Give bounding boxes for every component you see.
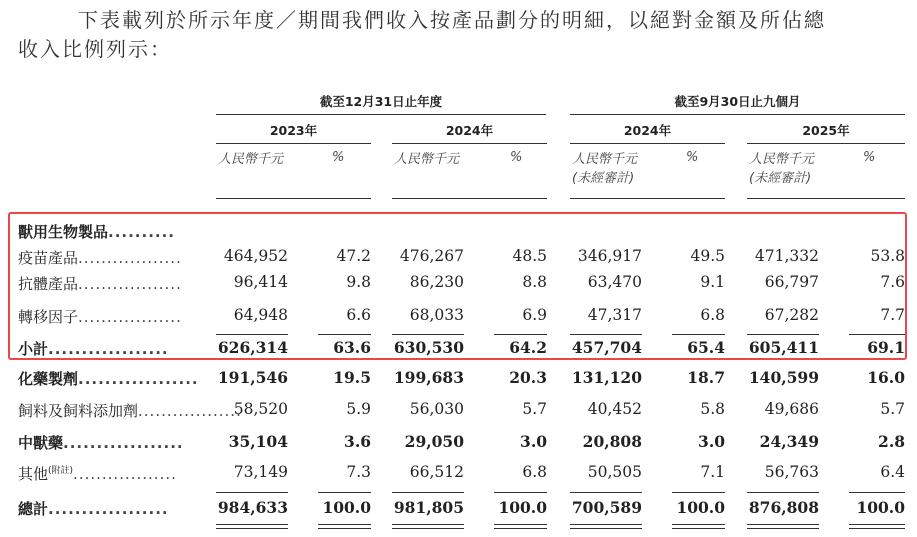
- table-cell: 100.0: [856, 498, 905, 517]
- pct-header: %: [863, 150, 876, 165]
- leader-dots: ..........: [108, 223, 175, 241]
- total-rule: [747, 492, 819, 493]
- subtotal-rule: [392, 334, 464, 335]
- subtotal-rule: [216, 334, 288, 335]
- total-rule: [494, 528, 547, 529]
- table-cell: 64.2: [509, 338, 547, 357]
- total-rule: [672, 528, 725, 529]
- total-rule: [216, 524, 288, 525]
- total-rule: [849, 528, 905, 529]
- unit-label: 人民幣千元: [218, 152, 284, 167]
- table-cell: 700,589: [571, 498, 642, 517]
- subtotal-rule: [570, 334, 642, 335]
- table-cell: 5.7: [522, 400, 547, 418]
- subtotal-rule: [494, 334, 547, 335]
- leader-dots: ..................: [138, 402, 242, 420]
- row-label: [18, 368, 198, 389]
- table-cell: 50,505: [587, 463, 642, 481]
- total-rule: [570, 528, 642, 529]
- table-cell: 100.0: [498, 498, 547, 517]
- section-title-text: 獸用生物製品: [18, 223, 109, 241]
- unit-header: [749, 150, 814, 188]
- leader-dots: ..................: [78, 275, 182, 293]
- table-cell: 63.6: [333, 338, 371, 357]
- total-rule: [570, 492, 642, 493]
- row-label-text: 抗體產品: [18, 275, 79, 293]
- table-cell: 49,686: [764, 400, 819, 418]
- unit-header: [394, 150, 459, 169]
- table-row: [0, 400, 917, 424]
- subtotal-rule: [849, 334, 905, 335]
- table-cell: 49.5: [690, 247, 725, 265]
- row-label-text: 飼料及飼料添加劑: [18, 402, 139, 420]
- table-cell: 58,520: [233, 400, 288, 418]
- table-cell: 35,104: [228, 432, 288, 451]
- rule: [570, 114, 905, 115]
- row-label-text: 其他: [18, 465, 49, 483]
- total-rule: [672, 492, 725, 493]
- table-cell: 96,414: [233, 273, 288, 291]
- leader-dots: ..................: [78, 249, 182, 267]
- unaudited-label: (未經審計): [572, 171, 635, 186]
- table-cell: 346,917: [577, 247, 642, 265]
- table-cell: 66,797: [764, 273, 819, 291]
- pct-header: %: [686, 150, 699, 165]
- subtotal-rule: [318, 334, 371, 335]
- table-cell: 7.7: [880, 306, 905, 324]
- rule: [216, 143, 371, 144]
- table-cell: 47,317: [587, 306, 642, 324]
- total-rule: [849, 524, 905, 525]
- unaudited-label: (未經審計): [749, 171, 812, 186]
- header-nine-months: 截至9月30日止九個月: [674, 94, 801, 109]
- table-cell: 66,512: [409, 463, 464, 481]
- table-cell: 471,332: [754, 247, 819, 265]
- leader-dots: ..................: [48, 500, 169, 518]
- table-row: [0, 432, 917, 456]
- subtotal-rule: [672, 334, 725, 335]
- table-cell: 199,683: [393, 368, 464, 387]
- table-cell: 6.9: [522, 306, 547, 324]
- table-row: [0, 368, 917, 392]
- rule: [747, 198, 905, 199]
- table-cell: 16.0: [867, 368, 905, 387]
- total-rule: [318, 528, 371, 529]
- table-cell: 6.8: [700, 306, 725, 324]
- table-cell: 73,149: [233, 463, 288, 481]
- total-rule: [318, 524, 371, 525]
- table-cell: 457,704: [571, 338, 642, 357]
- table-cell: 3.6: [344, 432, 371, 451]
- rule: [392, 198, 547, 199]
- intro-line-1: 下表載列於所示年度／期間我們收入按產品劃分的明細，以絕對金額及所佔總: [78, 8, 826, 32]
- table-cell: 7.1: [700, 463, 725, 481]
- row-label-text: 疫苗產品: [18, 249, 79, 267]
- total-rule: [672, 524, 725, 525]
- unit-header: [572, 150, 637, 188]
- table-cell: 8.8: [522, 273, 547, 291]
- table-cell: 630,530: [393, 338, 464, 357]
- table-cell: 984,633: [217, 498, 288, 517]
- table-cell: 5.8: [700, 400, 725, 418]
- table-cell: 56,763: [764, 463, 819, 481]
- total-rule: [849, 492, 905, 493]
- table-row: [0, 498, 917, 522]
- table-cell: 100.0: [322, 498, 371, 517]
- row-label: [18, 432, 198, 453]
- header-year-ended: 截至12月31日止年度: [319, 94, 443, 109]
- row-label-text: 小計: [18, 340, 49, 358]
- unit-label: 人民幣千元: [749, 152, 815, 167]
- row-label: [18, 463, 198, 484]
- table-cell: 140,599: [748, 368, 819, 387]
- leader-dots: ..................: [48, 340, 169, 358]
- total-rule: [494, 524, 547, 525]
- table-cell: 3.0: [520, 432, 547, 451]
- total-rule: [216, 492, 288, 493]
- unit-header: [218, 150, 283, 169]
- year-header-2023: 2023年: [269, 123, 318, 138]
- table-cell: 86,230: [409, 273, 464, 291]
- table-cell: 191,546: [217, 368, 288, 387]
- table-cell: 56,030: [409, 400, 464, 418]
- pct-header: %: [332, 150, 345, 165]
- leader-dots: ..................: [78, 308, 182, 326]
- table-cell: 69.1: [867, 338, 905, 357]
- table-cell: 20,808: [582, 432, 642, 451]
- row-label-text: 中獸藥: [18, 434, 64, 452]
- rule: [570, 143, 725, 144]
- total-rule: [392, 492, 464, 493]
- table-row: [0, 463, 917, 487]
- total-rule: [392, 528, 464, 529]
- table-cell: 63,470: [587, 273, 642, 291]
- table-cell: 53.8: [870, 247, 905, 265]
- total-rule: [392, 524, 464, 525]
- rule: [216, 114, 546, 115]
- table-cell: 48.5: [512, 247, 547, 265]
- unit-label: 人民幣千元: [394, 152, 460, 167]
- table-cell: 605,411: [748, 338, 819, 357]
- table-cell: 9.8: [346, 273, 371, 291]
- table-cell: 2.8: [878, 432, 905, 451]
- table-cell: 19.5: [333, 368, 371, 387]
- table-cell: 5.9: [346, 400, 371, 418]
- leader-dots: ..................: [78, 370, 199, 388]
- leader-dots: ..................: [63, 434, 184, 452]
- table-cell: 6.4: [880, 463, 905, 481]
- row-label-text: 轉移因子: [18, 308, 79, 326]
- rule: [392, 143, 547, 144]
- table-cell: 876,808: [748, 498, 819, 517]
- row-label-text: 總計: [18, 500, 49, 518]
- table-cell: 67,282: [764, 306, 819, 324]
- table-cell: 7.3: [346, 463, 371, 481]
- total-rule: [570, 524, 642, 525]
- table-cell: 6.8: [522, 463, 547, 481]
- table-cell: 40,452: [587, 400, 642, 418]
- table-cell: 5.7: [880, 400, 905, 418]
- leader-dots: ..................: [73, 465, 177, 483]
- total-rule: [318, 492, 371, 493]
- intro-paragraph: [18, 6, 908, 64]
- year-header-2024-period: 2024年: [623, 123, 672, 138]
- pct-header: %: [510, 150, 523, 165]
- row-label: [18, 498, 198, 519]
- table-cell: 464,952: [223, 247, 288, 265]
- table-cell: 68,033: [409, 306, 464, 324]
- total-rule: [747, 528, 819, 529]
- year-header-2025-period: 2025年: [802, 123, 850, 138]
- rule: [216, 198, 371, 199]
- table-cell: 6.6: [346, 306, 371, 324]
- table-cell: 47.2: [336, 247, 371, 265]
- row-label-text: 化藥製劑: [18, 370, 79, 388]
- table-cell: 100.0: [676, 498, 725, 517]
- year-header-2024: 2024年: [445, 123, 494, 138]
- rule: [747, 143, 905, 144]
- table-cell: 476,267: [399, 247, 464, 265]
- total-rule: [216, 528, 288, 529]
- total-rule: [747, 524, 819, 525]
- unit-label: 人民幣千元: [572, 152, 638, 167]
- table-cell: 981,805: [393, 498, 464, 517]
- footnote-marker: (附註): [48, 466, 74, 476]
- rule: [570, 198, 725, 199]
- table-cell: 9.1: [700, 273, 725, 291]
- table-cell: 64,948: [233, 306, 288, 324]
- table-cell: 18.7: [687, 368, 725, 387]
- intro-line-2: 收入比例列示：: [18, 37, 172, 61]
- table-cell: 65.4: [687, 338, 725, 357]
- table-cell: 3.0: [698, 432, 725, 451]
- total-rule: [494, 492, 547, 493]
- table-cell: 20.3: [509, 368, 547, 387]
- table-cell: 24,349: [759, 432, 819, 451]
- table-cell: 7.6: [880, 273, 905, 291]
- table-cell: 29,050: [404, 432, 464, 451]
- table-cell: 626,314: [217, 338, 288, 357]
- subtotal-rule: [747, 334, 819, 335]
- row-label: [18, 400, 242, 421]
- table-cell: 131,120: [571, 368, 642, 387]
- highlight-box: [8, 212, 907, 360]
